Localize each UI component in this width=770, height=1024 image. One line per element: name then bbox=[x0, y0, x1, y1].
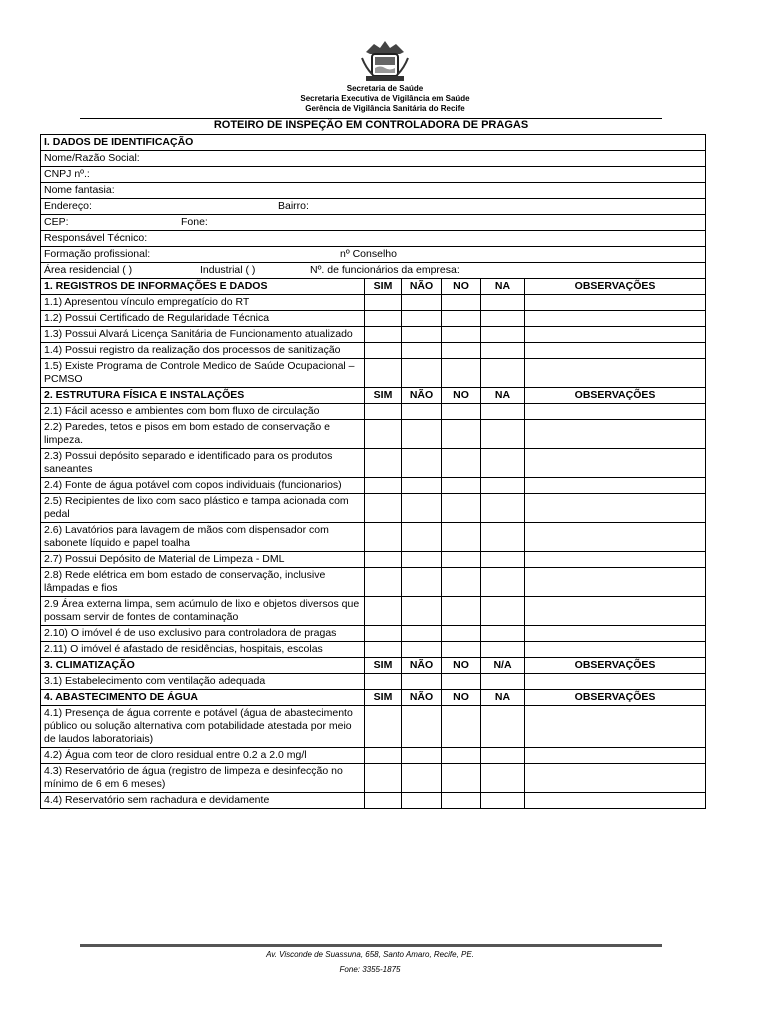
observacoes-cell[interactable] bbox=[525, 552, 706, 568]
sim-cell[interactable] bbox=[365, 359, 402, 388]
observacoes-cell[interactable] bbox=[525, 311, 706, 327]
no-cell[interactable] bbox=[442, 343, 481, 359]
na-cell[interactable] bbox=[481, 404, 525, 420]
nao-cell[interactable] bbox=[402, 327, 442, 343]
observacoes-cell[interactable] bbox=[525, 343, 706, 359]
footer-phone: Fone: 3355-1875 bbox=[339, 965, 401, 974]
sim-cell[interactable] bbox=[365, 449, 402, 478]
checklist-row bbox=[41, 674, 706, 690]
no-cell[interactable] bbox=[442, 626, 481, 642]
formacao-label: Formação profissional: bbox=[44, 248, 151, 260]
observacoes-cell[interactable] bbox=[525, 449, 706, 478]
column-header: NÃO bbox=[402, 388, 442, 404]
column-header: SIM bbox=[365, 388, 402, 404]
document-title: ROTEIRO DE INSPEÇÃO EM CONTROLADORA DE PRAGAS bbox=[213, 119, 529, 131]
checklist-item: 2.4) Fonte de água potável com copos individuais (funcionarios) bbox=[41, 478, 365, 494]
area-residencial-label: Área residencial ( ) bbox=[44, 264, 133, 276]
checklist-item: 2.11) O imóvel é afastado de residências, hospitais, escolas bbox=[41, 642, 365, 658]
field-area[interactable] bbox=[41, 263, 706, 279]
nao-cell[interactable] bbox=[402, 764, 442, 793]
checklist-row bbox=[41, 597, 706, 626]
checklist-row bbox=[41, 327, 706, 343]
sim-cell[interactable] bbox=[365, 626, 402, 642]
checklist-item: 4.2) Água com teor de cloro residual entre 0.2 a 2.0 mg/l bbox=[41, 748, 365, 764]
no-cell[interactable] bbox=[442, 674, 481, 690]
header-line-3: Gerência de Vigilância Sanitária do Recife bbox=[305, 104, 465, 113]
checklist-row bbox=[41, 793, 706, 809]
city-crest-icon bbox=[360, 38, 410, 84]
column-header: OBSERVAÇÕES bbox=[525, 279, 706, 295]
section-header-row bbox=[41, 690, 706, 706]
observacoes-cell[interactable] bbox=[525, 674, 706, 690]
nao-cell[interactable] bbox=[402, 626, 442, 642]
cep-label: CEP: bbox=[44, 216, 69, 228]
nao-cell[interactable] bbox=[402, 478, 442, 494]
checklist-row bbox=[41, 626, 706, 642]
observacoes-cell[interactable] bbox=[525, 420, 706, 449]
checklist-item: 4.3) Reservatório de água (registro de limpeza e desinfecção no mínimo de 6 em 6 meses) bbox=[41, 764, 365, 793]
observacoes-cell[interactable] bbox=[525, 706, 706, 748]
checklist-item: 2.10) O imóvel é de uso exclusivo para controladora de pragas bbox=[41, 626, 365, 642]
document-header bbox=[0, 38, 770, 114]
nao-cell[interactable] bbox=[402, 793, 442, 809]
checklist-row bbox=[41, 478, 706, 494]
checklist-item: 1.2) Possui Certificado de Regularidade Técnica bbox=[41, 311, 365, 327]
nao-cell[interactable] bbox=[402, 674, 442, 690]
section-header-row bbox=[41, 388, 706, 404]
no-cell[interactable] bbox=[442, 748, 481, 764]
checklist-item: 2.7) Possui Depósito de Material de Limpeza - DML bbox=[41, 552, 365, 568]
checklist-row bbox=[41, 523, 706, 552]
na-cell[interactable] bbox=[481, 706, 525, 748]
observacoes-cell[interactable] bbox=[525, 478, 706, 494]
checklist-item: 1.4) Possui registro da realização dos processos de sanitização bbox=[41, 343, 365, 359]
sim-cell[interactable] bbox=[365, 494, 402, 523]
na-cell[interactable] bbox=[481, 764, 525, 793]
footer-rule bbox=[80, 944, 662, 947]
section-heading: 2. ESTRUTURA FÍSICA E INSTALAÇÕES bbox=[41, 388, 365, 404]
checklist-row bbox=[41, 404, 706, 420]
observacoes-cell[interactable] bbox=[525, 597, 706, 626]
na-cell[interactable] bbox=[481, 449, 525, 478]
field-razao-social[interactable]: Nome/Razão Social: bbox=[41, 151, 706, 167]
checklist-row bbox=[41, 764, 706, 793]
nao-cell[interactable] bbox=[402, 642, 442, 658]
checklist-row bbox=[41, 311, 706, 327]
funcionarios-label: Nº. de funcionários da empresa: bbox=[310, 264, 460, 276]
no-cell[interactable] bbox=[442, 449, 481, 478]
na-cell[interactable] bbox=[481, 494, 525, 523]
checklist-row bbox=[41, 748, 706, 764]
checklist-item: 1.1) Apresentou vínculo empregatício do RT bbox=[41, 295, 365, 311]
nao-cell[interactable] bbox=[402, 748, 442, 764]
column-header: NO bbox=[442, 658, 481, 674]
area-industrial-label: Industrial ( ) bbox=[200, 264, 256, 276]
sim-cell[interactable] bbox=[365, 420, 402, 449]
sim-cell[interactable] bbox=[365, 327, 402, 343]
no-cell[interactable] bbox=[442, 404, 481, 420]
sim-cell[interactable] bbox=[365, 568, 402, 597]
field-formacao[interactable] bbox=[41, 247, 706, 263]
checklist-row bbox=[41, 420, 706, 449]
na-cell[interactable] bbox=[481, 523, 525, 552]
checklist-row bbox=[41, 359, 706, 388]
na-cell[interactable] bbox=[481, 568, 525, 597]
nao-cell[interactable] bbox=[402, 420, 442, 449]
column-header: SIM bbox=[365, 658, 402, 674]
na-cell[interactable] bbox=[481, 343, 525, 359]
observacoes-cell[interactable] bbox=[525, 359, 706, 388]
sim-cell[interactable] bbox=[365, 706, 402, 748]
conselho-label: nº Conselho bbox=[340, 248, 397, 260]
inspection-form bbox=[40, 134, 706, 809]
sim-cell[interactable] bbox=[365, 764, 402, 793]
checklist-row bbox=[41, 552, 706, 568]
column-header: NÃO bbox=[402, 279, 442, 295]
checklist-row bbox=[41, 706, 706, 748]
na-cell[interactable] bbox=[481, 793, 525, 809]
identification-heading: I. DADOS DE IDENTIFICAÇÃO bbox=[41, 135, 706, 151]
bairro-label: Bairro: bbox=[278, 200, 309, 212]
checklist-item: 2.3) Possui depósito separado e identificado para os produtos saneantes bbox=[41, 449, 365, 478]
no-cell[interactable] bbox=[442, 642, 481, 658]
observacoes-cell[interactable] bbox=[525, 568, 706, 597]
sim-cell[interactable] bbox=[365, 793, 402, 809]
column-header: NO bbox=[442, 388, 481, 404]
no-cell[interactable] bbox=[442, 494, 481, 523]
section-header-row bbox=[41, 279, 706, 295]
sim-cell[interactable] bbox=[365, 404, 402, 420]
nao-cell[interactable] bbox=[402, 311, 442, 327]
na-cell[interactable] bbox=[481, 597, 525, 626]
observacoes-cell[interactable] bbox=[525, 494, 706, 523]
checklist-item: 2.2) Paredes, tetos e pisos em bom estado de conservação e limpeza. bbox=[41, 420, 365, 449]
sim-cell[interactable] bbox=[365, 478, 402, 494]
na-cell[interactable] bbox=[481, 748, 525, 764]
na-cell[interactable] bbox=[481, 674, 525, 690]
no-cell[interactable] bbox=[442, 552, 481, 568]
sim-cell[interactable] bbox=[365, 597, 402, 626]
sim-cell[interactable] bbox=[365, 343, 402, 359]
checklist-item: 1.3) Possui Alvará Licença Sanitária de Funcionamento atualizado bbox=[41, 327, 365, 343]
header-line-2: Secretaria Executiva de Vigilância em Saúde bbox=[300, 94, 470, 103]
checklist-row bbox=[41, 449, 706, 478]
column-header: NA bbox=[481, 690, 525, 706]
checklist-row bbox=[41, 568, 706, 597]
checklist-item: 4.4) Reservatório sem rachadura e devidamente bbox=[41, 793, 365, 809]
section-header-row bbox=[41, 658, 706, 674]
nao-cell[interactable] bbox=[402, 494, 442, 523]
nao-cell[interactable] bbox=[402, 706, 442, 748]
section-heading: 4. ABASTECIMENTO DE ÁGUA bbox=[41, 690, 365, 706]
no-cell[interactable] bbox=[442, 295, 481, 311]
observacoes-cell[interactable] bbox=[525, 748, 706, 764]
nao-cell[interactable] bbox=[402, 449, 442, 478]
nao-cell[interactable] bbox=[402, 359, 442, 388]
sim-cell[interactable] bbox=[365, 748, 402, 764]
checklist-row bbox=[41, 642, 706, 658]
observacoes-cell[interactable] bbox=[525, 642, 706, 658]
column-header: OBSERVAÇÕES bbox=[525, 690, 706, 706]
sim-cell[interactable] bbox=[365, 552, 402, 568]
sim-cell[interactable] bbox=[365, 311, 402, 327]
fone-label: Fone: bbox=[181, 216, 208, 228]
checklist-item: 2.9 Área externa limpa, sem acúmulo de lixo e objetos diversos que possam servir de fontes de contaminação bbox=[41, 597, 365, 626]
column-header: NO bbox=[442, 690, 481, 706]
column-header: SIM bbox=[365, 279, 402, 295]
na-cell[interactable] bbox=[481, 420, 525, 449]
nao-cell[interactable] bbox=[402, 552, 442, 568]
sim-cell[interactable] bbox=[365, 642, 402, 658]
endereco-label: Endereço: bbox=[44, 200, 92, 212]
no-cell[interactable] bbox=[442, 568, 481, 597]
field-cep[interactable] bbox=[41, 215, 706, 231]
checklist-item: 4.1) Presença de água corrente e potável (água de abastecimento público ou solução alternativa com potabilidade atestada por meio de laudos laboratoriais) bbox=[41, 706, 365, 748]
checklist-row bbox=[41, 343, 706, 359]
observacoes-cell[interactable] bbox=[525, 295, 706, 311]
section-heading: 3. CLIMATIZAÇÃO bbox=[41, 658, 365, 674]
sim-cell[interactable] bbox=[365, 674, 402, 690]
sim-cell[interactable] bbox=[365, 523, 402, 552]
sim-cell[interactable] bbox=[365, 295, 402, 311]
no-cell[interactable] bbox=[442, 793, 481, 809]
column-header: OBSERVAÇÕES bbox=[525, 388, 706, 404]
footer-address: Av. Visconde de Suassuna, 658, Santo Amaro, Recife, PE. bbox=[266, 950, 474, 959]
nao-cell[interactable] bbox=[402, 568, 442, 597]
column-header: OBSERVAÇÕES bbox=[525, 658, 706, 674]
column-header: SIM bbox=[365, 690, 402, 706]
no-cell[interactable] bbox=[442, 311, 481, 327]
checklist-item: 3.1) Estabelecimento com ventilação adequada bbox=[41, 674, 365, 690]
na-cell[interactable] bbox=[481, 626, 525, 642]
column-header: NO bbox=[442, 279, 481, 295]
na-cell[interactable] bbox=[481, 552, 525, 568]
nao-cell[interactable] bbox=[402, 295, 442, 311]
nao-cell[interactable] bbox=[402, 343, 442, 359]
no-cell[interactable] bbox=[442, 597, 481, 626]
checklist-row bbox=[41, 295, 706, 311]
nao-cell[interactable] bbox=[402, 597, 442, 626]
no-cell[interactable] bbox=[442, 327, 481, 343]
na-cell[interactable] bbox=[481, 311, 525, 327]
no-cell[interactable] bbox=[442, 764, 481, 793]
field-responsavel-tecnico[interactable]: Responsável Técnico: bbox=[41, 231, 706, 247]
observacoes-cell[interactable] bbox=[525, 764, 706, 793]
field-nome-fantasia[interactable]: Nome fantasia: bbox=[41, 183, 706, 199]
no-cell[interactable] bbox=[442, 478, 481, 494]
na-cell[interactable] bbox=[481, 327, 525, 343]
na-cell[interactable] bbox=[481, 359, 525, 388]
header-line-1: Secretaria de Saúde bbox=[346, 84, 424, 93]
no-cell[interactable] bbox=[442, 706, 481, 748]
field-cnpj[interactable]: CNPJ nº.: bbox=[41, 167, 706, 183]
checklist-item: 1.5) Existe Programa de Controle Medico de Saúde Ocupacional – PCMSO bbox=[41, 359, 365, 388]
field-endereco[interactable] bbox=[41, 199, 706, 215]
no-cell[interactable] bbox=[442, 359, 481, 388]
checklist-row bbox=[41, 494, 706, 523]
checklist-item: 2.6) Lavatórios para lavagem de mãos com dispensador com sabonete líquido e papel toalha bbox=[41, 523, 365, 552]
observacoes-cell[interactable] bbox=[525, 793, 706, 809]
column-header: NA bbox=[481, 279, 525, 295]
checklist-item: 2.8) Rede elétrica em bom estado de conservação, inclusive lâmpadas e fios bbox=[41, 568, 365, 597]
observacoes-cell[interactable] bbox=[525, 404, 706, 420]
column-header: NÃO bbox=[402, 658, 442, 674]
column-header: N/A bbox=[481, 658, 525, 674]
no-cell[interactable] bbox=[442, 523, 481, 552]
nao-cell[interactable] bbox=[402, 404, 442, 420]
column-header: NÃO bbox=[402, 690, 442, 706]
observacoes-cell[interactable] bbox=[525, 626, 706, 642]
checklist-item: 2.1) Fácil acesso e ambientes com bom fluxo de circulação bbox=[41, 404, 365, 420]
observacoes-cell[interactable] bbox=[525, 327, 706, 343]
checklist-item: 2.5) Recipientes de lixo com saco plástico e tampa acionada com pedal bbox=[41, 494, 365, 523]
na-cell[interactable] bbox=[481, 295, 525, 311]
na-cell[interactable] bbox=[481, 642, 525, 658]
section-heading: 1. REGISTROS DE INFORMAÇÕES E DADOS bbox=[41, 279, 365, 295]
na-cell[interactable] bbox=[481, 478, 525, 494]
observacoes-cell[interactable] bbox=[525, 523, 706, 552]
nao-cell[interactable] bbox=[402, 523, 442, 552]
column-header: NA bbox=[481, 388, 525, 404]
no-cell[interactable] bbox=[442, 420, 481, 449]
